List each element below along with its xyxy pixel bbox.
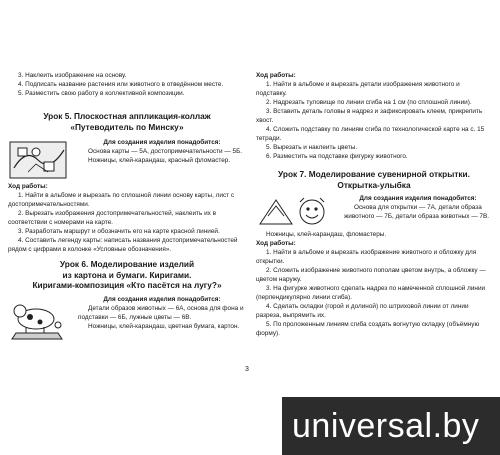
materials-text: Детали образов животных — 6А, основа для фона и подставки — 6Б, лужные цветы — 6В. (78, 304, 244, 321)
page-number: 3 (245, 366, 249, 373)
materials-text: Основа для открытки — 7А, детали образа животного — 7Б, детали образа животных — 7В. (344, 204, 490, 220)
left-column (8, 0, 246, 345)
right-column (256, 0, 492, 338)
step-text: 2. Сложить изображение животного пополам цветом внутрь, а обложку — цветом наружу. (256, 267, 486, 283)
step-text: 2. Вырезать изображения достопримечательностей, наклеить их в соответствии с номерами на карте. (8, 210, 217, 226)
step-text: 1. Найти в альбоме и вырезать по сплошной линии основу карты, лист с достопримечательностями. (8, 192, 235, 208)
step-text: 4. Сделать складки (горой и долиной) по штриховой линии от линии разреза, выпрямить их. (256, 303, 469, 319)
step-text: 1. Найти в альбоме и вырезать изображение животного и обложку для открытки. (256, 249, 477, 265)
step-text: 3. Наклеить изображение на основу. (18, 72, 127, 79)
materials-heading: Для создания изделия понадобится: (103, 139, 221, 146)
step-text: 4. Составить легенду карты: написать названия достопримечательностей рядом с цифрами в колонке «Условные обозначения». (8, 237, 238, 253)
materials-heading: Для создания изделия понадобится: (103, 295, 221, 303)
step-text: 3. Вставить деталь головы в надрез и зафиксировать клеем, прикрепить хвост. (256, 108, 483, 124)
step-text: 3. Разработать маршрут и обозначить его на карте красной линией. (18, 228, 220, 235)
steps-heading: Ход работы: (8, 183, 48, 190)
step-text: 5. По проложенным линиям сгиба создать вогнутую складку (объёмную форму). (256, 321, 480, 337)
lesson6-subtitle: Киригами-композиция «Кто пасётся на лугу?» (32, 280, 222, 290)
lesson5-subtitle: «Путеводитель по Минску» (70, 121, 184, 132)
materials-text: Основа карты — 5А, достопримечательности — 5Б. (88, 148, 243, 155)
materials-heading: Для создания изделия понадобится: (359, 195, 477, 202)
steps-heading: Ход работы: (256, 72, 296, 79)
lesson7-subtitle: Открытка-улыбка (337, 179, 411, 190)
lesson5-title: Урок 5. Плоскостная аппликация-коллаж (43, 111, 211, 121)
step-text: 4. Сложить подставку по линиям сгиба по технологической карте на с. 15 тетради. (256, 126, 485, 142)
lesson6-subtitle: из картона и бумаги. Киригами. (62, 269, 192, 280)
card-illustration (256, 194, 336, 230)
steps-heading: Ход работы: (256, 240, 296, 247)
materials-text: Ножницы, клей-карандаш, цветная бумага, картон. (88, 322, 240, 330)
cow-illustration (8, 295, 70, 345)
watermark-banner: universal.by (282, 397, 500, 455)
lesson6-title: Урок 6. Моделирование изделий (59, 259, 195, 269)
step-text: 3. На фигурке животного сделать надрез по намеченной сплошной линии (перпендикулярно линии сгиба). (256, 285, 486, 301)
materials-text: Ножницы, клей-карандаш, красный фломастер. (88, 157, 231, 164)
step-text: 6. Разместить на подставке фигурку животного. (266, 153, 408, 160)
step-text: 5. Вырезать и наклеить цветы. (266, 144, 358, 151)
step-text: 5. Разместить свою работу в коллективной композиции. (18, 90, 185, 97)
step-text: 4. Подписать название растения или животного в отведённом месте. (18, 81, 224, 88)
step-text: 2. Надрезать туловище по линии сгиба на 1 см (по сплошной линии). (266, 99, 472, 106)
step-text: 1. Найти в альбоме и вырезать детали изображения животного и подставку. (256, 81, 460, 97)
map-illustration (8, 138, 70, 182)
lesson7-title: Урок 7. Моделирование сувенирной открытки. (278, 169, 470, 179)
materials-text: Ножницы, клей-карандаш, фломастеры. (266, 231, 387, 238)
